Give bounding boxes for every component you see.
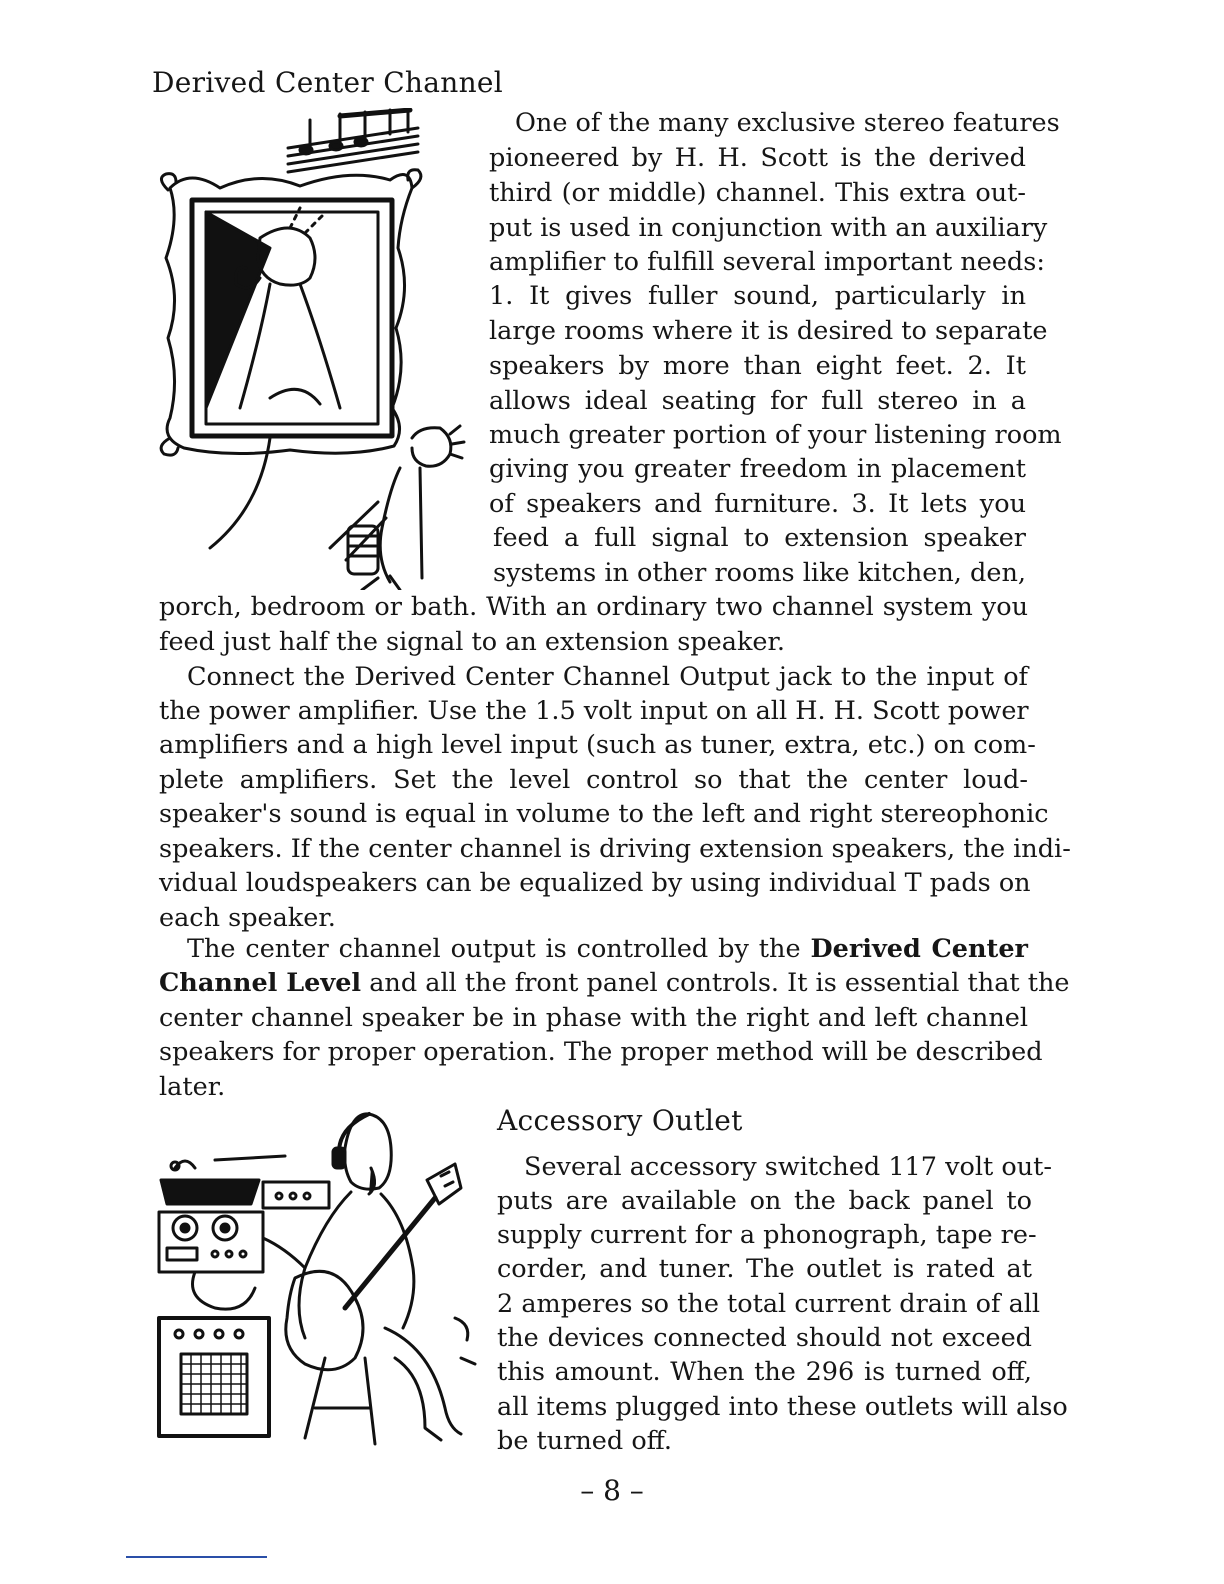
text-line: vidual loudspeakers can be equalized by using individual T pads on [159,868,1031,898]
text-line: Several accessory switched 117 volt out- [524,1152,1053,1182]
text-line: third (or middle) channel. This extra out- [489,178,1026,208]
text-line: giving you greater freedom in placement [489,454,1026,484]
text-run: The center channel output is controlled by the [187,934,801,964]
text-line: put is used in conjunction with an auxiliary [489,213,1048,243]
text-line: supply current for a phonograph, tape re- [497,1220,1037,1250]
footer-rule [126,1556,267,1558]
text-line: center channel speaker be in phase with the right and left channel [159,1003,1028,1033]
text-line: speakers. If the center channel is driving extension speakers, the indi- [159,834,1071,864]
text-line: allows ideal seating for full stereo in a [489,386,1026,416]
text-line: much greater portion of your listening room [489,420,1062,450]
text-line [187,932,1028,966]
music-notes-doodle [288,110,418,172]
text-line: systems in other rooms like kitchen, den, [493,558,1026,588]
text-run: and all the front panel controls. It is essential that the [369,968,1070,998]
illustration-picture-hanging [150,108,468,590]
text-line: feed just half the signal to an extension speaker. [159,627,785,657]
text-line: amplifiers and a high level input (such as tuner, extra, etc.) on com- [159,730,1036,760]
text-line: speakers by more than eight feet. 2. It [489,351,1026,381]
text-line: all items plugged into these outlets will also [497,1392,1068,1422]
text-line: puts are available on the back panel to [497,1186,1032,1216]
text-line: be turned off. [497,1426,672,1456]
text-line: 1. It gives fuller sound, particularly in [489,281,1026,311]
derived-center-channel-heading: Derived Center Channel [152,66,504,99]
text-line: this amount. When the 296 is turned off, [497,1357,1032,1387]
text-line: pioneered by H. H. Scott is the derived [489,143,1026,173]
text-line: the devices connected should not exceed [497,1323,1032,1353]
text-line: later. [159,1072,226,1102]
text-line: One of the many exclusive stereo features [515,108,1060,138]
illustration-guitar-player [155,1108,485,1450]
text-line: 2 amperes so the total current drain of all [497,1289,1041,1319]
text-line [159,966,1070,1000]
text-line: feed a full signal to extension speaker [493,523,1026,553]
accessory-outlet-heading: Accessory Outlet [497,1104,743,1137]
text-line: each speaker. [159,903,336,933]
text-line: speakers for proper operation. The proper method will be described [159,1037,1043,1067]
text-line: corder, and tuner. The outlet is rated at [497,1254,1032,1284]
text-line: the power amplifier. Use the 1.5 volt input on all H. H. Scott power [159,696,1029,726]
text-line: of speakers and furniture. 3. It lets you [489,489,1026,519]
text-line: large rooms where it is desired to separate [489,316,1048,346]
text-line: plete amplifiers. Set the level control so that the center loud- [159,765,1028,795]
bold-control-name: Derived Center [810,934,1028,964]
text-line: speaker's sound is equal in volume to the left and right stereophonic [159,799,1049,829]
bold-control-name: Channel Level [159,968,362,998]
text-line: amplifier to fulfill several important needs: [489,247,1045,277]
text-line: porch, bedroom or bath. With an ordinary two channel system you [159,592,1028,622]
page-number: – 8 – [580,1474,644,1507]
text-line: Connect the Derived Center Channel Output jack to the input of [187,662,1028,692]
